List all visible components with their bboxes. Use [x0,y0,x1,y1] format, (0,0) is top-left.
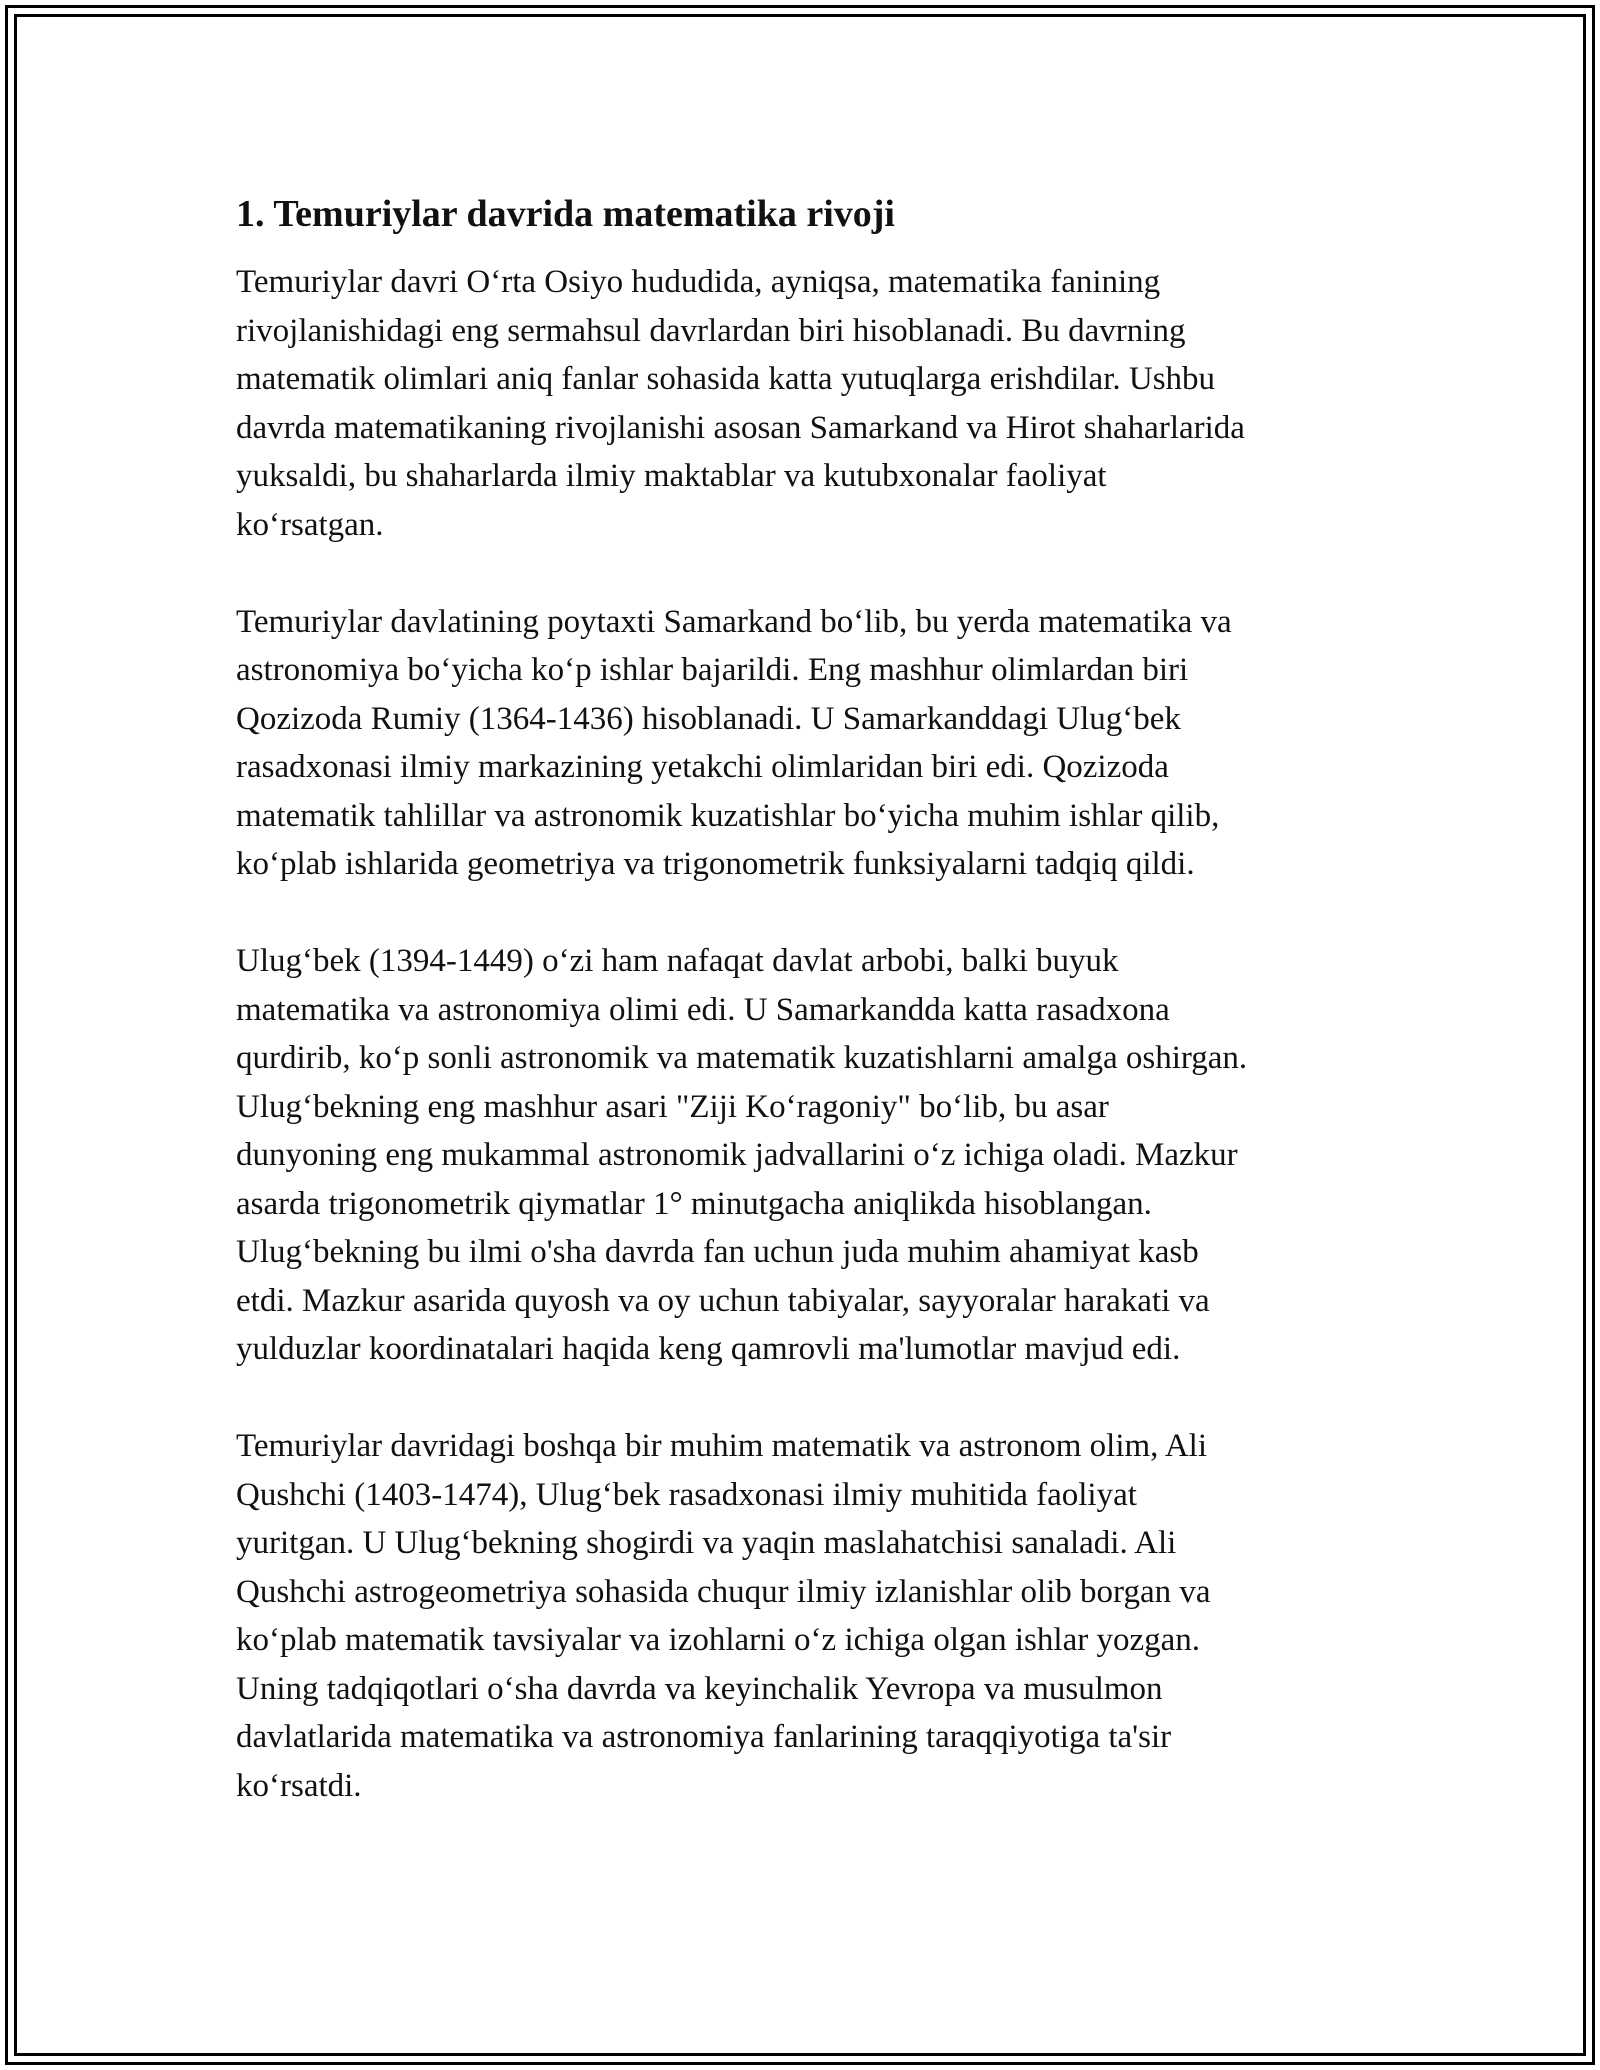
text-line: Qushchi (1403-1474), Ulug‘bek rasadxonasi ilmiy muhitida faoliyat [236,1476,1137,1513]
text-line: dunyoning eng mukammal astronomik jadvallarini o‘z ichiga oladi. Mazkur [236,1137,1238,1173]
text-line: ko‘plab ishlarida geometriya va trigonometrik funksiyalarni tadqiq qildi. [236,846,1195,882]
text-line: davlatlarida matematika va astronomiya fanlarining taraqqiyotiga ta'sir [236,1719,1172,1755]
paragraph [236,1422,1366,1810]
text-line: asarda trigonometrik qiymatlar 1° minutgacha aniqlikda hisoblangan. [236,1185,1152,1222]
text-line: Temuriylar davri O‘rta Osiyo hududida, ayniqsa, matematika fanining [236,264,1161,300]
text-line: matematik tahlillar va astronomik kuzatishlar bo‘yicha muhim ishlar qilib, [236,797,1220,834]
text-line: Uning tadqiqotlari o‘sha davrda va keyinchalik Yevropa va musulmon [236,1670,1163,1707]
paragraph-list [236,258,1366,1810]
text-line: yuritgan. U Ulug‘bekning shogirdi va yaqin maslahatchisi sanaladi. Ali [236,1525,1177,1561]
text-line: yulduzlar koordinatalari haqida keng qamrovli ma'lumotlar mavjud edi. [236,1331,1181,1367]
text-line: qurdirib, ko‘p sonli astronomik va matematik kuzatishlarni amalga oshirgan. [236,1040,1248,1076]
paragraph [236,258,1366,549]
text-line: Qozizoda Rumiy (1364-1436) hisoblanadi. U Samarkanddagi Ulug‘bek [236,700,1181,737]
text-line: rasadxonasi ilmiy markazining yetakchi olimlaridan biri edi. Qozizoda [236,749,1169,785]
text-line: Ulug‘bekning eng mashhur asari "Ziji Ko‘ragoniy" bo‘lib, bu asar [236,1088,1109,1125]
text-line: ko‘rsatgan. [236,506,384,543]
paragraph [236,598,1366,889]
text-line: yuksaldi, bu shaharlarda ilmiy maktablar va kutubxonalar faoliyat [236,458,1107,494]
text-line: matematika va astronomiya olimi edi. U Samarkandda katta rasadxona [236,991,1170,1028]
text-line: astronomiya bo‘yicha ko‘p ishlar bajarildi. Eng mashhur olimlardan biri [236,652,1189,688]
text-line: Ulug‘bek (1394-1449) o‘zi ham nafaqat davlat arbobi, balki buyuk [236,943,1119,979]
text-line: Temuriylar davlatining poytaxti Samarkand bo‘lib, bu yerda matematika va [236,603,1232,640]
text-line: rivojlanishidagi eng sermahsul davrlardan biri hisoblanadi. Bu davrning [236,312,1186,349]
text-line: davrda matematikaning rivojlanishi asosan Samarkand va Hirot shaharlarida [236,409,1245,446]
text-line: etdi. Mazkur asarida quyosh va oy uchun tabiyalar, sayyoralar harakati va [236,1282,1210,1319]
text-line: ko‘plab matematik tavsiyalar va izohlarni o‘z ichiga olgan ishlar yozgan. [236,1622,1200,1658]
text-line: ko‘rsatdi. [236,1767,362,1804]
text-line: Ulug‘bekning bu ilmi o'sha davrda fan uchun juda muhim ahamiyat kasb [236,1234,1199,1270]
text-line: Temuriylar davridagi boshqa bir muhim matematik va astronom olim, Ali [236,1428,1208,1464]
text-line: matematik olimlari aniq fanlar sohasida katta yutuqlarga erishdilar. Ushbu [236,361,1216,397]
document-body [236,190,1366,1859]
text-line: Qushchi astrogeometriya sohasida chuqur ilmiy izlanishlar olib borgan va [236,1573,1211,1610]
section-heading: 1. Temuriylar davrida matematika rivoji [236,193,895,235]
paragraph [236,937,1366,1374]
